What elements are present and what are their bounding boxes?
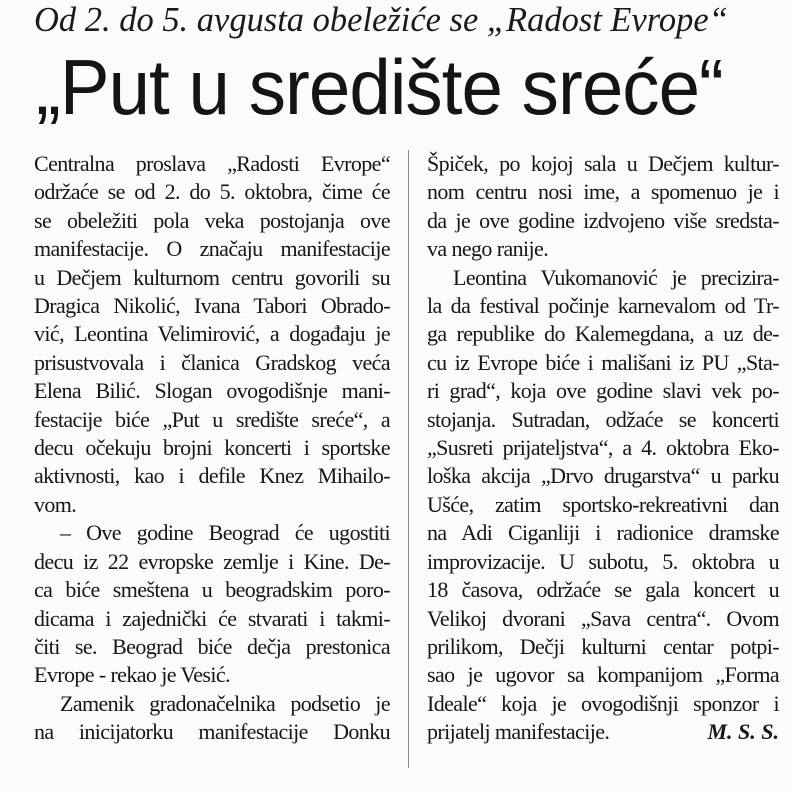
text-line: nom centru nosi ime, a spomenuo je i (427, 179, 779, 205)
text-line: aktivnosti, kao i defile Knez Mihailo- (34, 463, 390, 489)
text-line: va nego ranije. (427, 236, 549, 262)
text-line: Leontina Vukomanović je precizira- (453, 264, 779, 290)
text-line: ga republike do Kalemegdana, a uz de- (427, 321, 779, 347)
text-line: čiti se. Beograd biće dečja prestonica (34, 633, 390, 659)
text-line: „Susreti prijateljstva“, a 4. oktobra Eko- (427, 435, 779, 461)
text-line: na Adi Ciganliji i radionice dramske (427, 520, 779, 546)
left-column (34, 150, 390, 747)
text-line: sao je ugovor sa kompanijom „Forma (427, 662, 779, 688)
right-column (427, 150, 779, 747)
text-line: manifestacije. O značaju manifestacije (34, 236, 390, 262)
text-line: Zamenik gradonačelnika podsetio je (60, 690, 390, 716)
text-line: decu očekuju brojni koncerti i sportske (34, 435, 390, 461)
last-line (427, 718, 779, 746)
author-signature: M. S. S. (707, 719, 779, 745)
text-line: improvizacije. U subotu, 5. oktobra u (427, 548, 779, 574)
text-line: se obeležiti pola veka postojanja ove (34, 207, 390, 233)
article-headline: „Put u središte sreće“ (36, 43, 723, 131)
article-kicker: Od 2. do 5. avgusta obeležiće se „Radost Evrope“ (34, 0, 728, 39)
text-line: na inicijatorku manifestacije Donku (34, 719, 390, 745)
text-line: Dragica Nikolić, Ivana Tabori Obrado- (34, 293, 390, 319)
text-line: Velikoj dvorani „Sava centra“. Ovom (427, 605, 779, 631)
text-line: la da festival počinje karnevalom od Tr- (427, 293, 779, 319)
text-line: prijatelj manifestacije. (427, 719, 610, 745)
text-line: ca biće smeštena u beogradskim poro- (34, 577, 390, 603)
text-line: cu iz Evrope biće i mališani iz PU „Sta- (427, 349, 779, 375)
column-divider (408, 150, 409, 768)
text-line: 18 časova, održaće se gala koncert u (427, 577, 779, 603)
text-line: vom. (34, 491, 77, 517)
text-line: – Ove godine Beograd će ugostiti (60, 520, 390, 546)
text-line: prilikom, Dečji kulturni centar potpi- (427, 633, 779, 659)
text-line: festacije biće „Put u središte sreće“, a (34, 406, 390, 432)
text-line: stojanja. Sutradan, odžaće se koncerti (427, 406, 779, 432)
text-line: prisustvovala i članica Gradskog veća (34, 349, 390, 375)
text-line: Evrope - rekao je Vesić. (34, 662, 230, 688)
text-line: decu iz 22 evropske zemlje i Kine. De- (34, 548, 390, 574)
text-line: loška akcija „Drvo drugarstva“ u parku (427, 463, 779, 489)
text-line: Elena Bilić. Slogan ovogodišnje mani- (34, 378, 390, 404)
text-line: ri grad“, koja ove godine slavi vek po- (427, 378, 779, 404)
text-line: dicama i zajednički će stvarati i takmi- (34, 605, 390, 631)
text-line: održaće se od 2. do 5. oktobra, čime će (34, 179, 390, 205)
text-line: u Dečjem kulturnom centru govorili su (34, 264, 390, 290)
text-line: Špiček, po kojoj sala u Dečjem kultur- (427, 151, 779, 176)
text-line: Ideale“ koja je ovogodišnji sponzor i (427, 690, 779, 716)
text-line: Ušće, zatim sportsko-rekreativni dan (427, 491, 779, 517)
text-line: da je ove godine izdvojeno više sredsta- (427, 207, 779, 233)
text-line: Centralna proslava „Radosti Evrope“ (34, 151, 390, 176)
text-line: vić, Leontina Velimirović, a događaju je (34, 321, 390, 347)
